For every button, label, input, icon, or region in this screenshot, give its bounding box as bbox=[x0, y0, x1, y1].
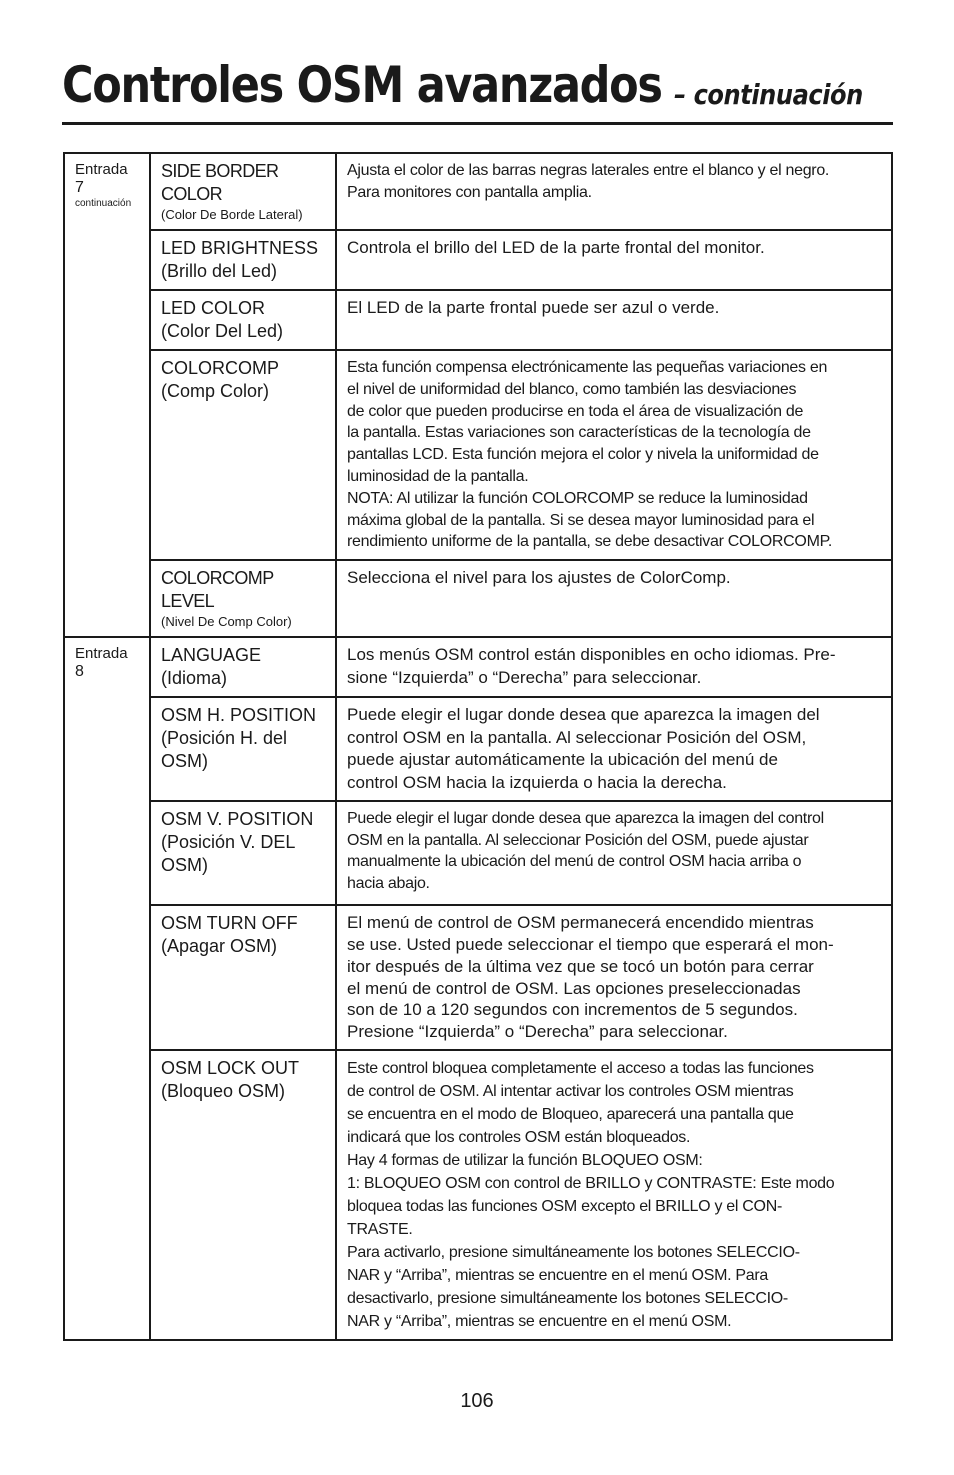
control-subname: (Posición V. DEL OSM) bbox=[161, 832, 296, 876]
control-name-cell bbox=[150, 230, 336, 290]
control-name: OSM TURN OFF bbox=[161, 913, 298, 934]
entry-cell-8 bbox=[64, 637, 150, 1340]
control-name: SIDE BORDER COLOR bbox=[161, 161, 279, 204]
control-description: Selecciona el nivel para los ajustes de ColorComp. bbox=[347, 568, 731, 588]
control-name: OSM LOCK OUT bbox=[161, 1057, 300, 1078]
entry-label: Entrada bbox=[75, 161, 128, 178]
table-row bbox=[64, 560, 892, 637]
table-row bbox=[64, 637, 892, 697]
control-description-cell bbox=[336, 290, 892, 350]
control-description: El menú de control de OSM permanecerá encendido mientras se use. Usted puede seleccionar el tiempo que esperará el mon- itor después de la última vez que se tocó un botón para cerrar el menú de control de OSM. Las opciones preseleccionadas son de 10 a 120 segundos con incrementos de 5 segundos. Presione “Izquierda” o “Derecha” para seleccionar. bbox=[347, 913, 834, 1042]
table-row bbox=[64, 905, 892, 1050]
control-description: Los menús OSM control están disponibles en ocho idiomas. Pre- sione “Izquierda” o “Derecha” para seleccionar. bbox=[347, 645, 836, 687]
control-description-cell bbox=[336, 230, 892, 290]
control-description-cell bbox=[336, 905, 892, 1050]
control-name-cell bbox=[150, 153, 336, 230]
control-subname: (Nivel De Comp Color) bbox=[161, 614, 292, 630]
control-name: OSM V. POSITION bbox=[161, 809, 314, 830]
control-description: Controla el brillo del LED de la parte frontal del monitor. bbox=[347, 238, 765, 257]
control-description: Puede elegir el lugar donde desea que aparezca la imagen del control OSM en la pantalla. Al seleccionar Posición del OSM, puede ajustar manualmente la ubicación del menú de control OSM hacia arriba o hacia abajo. bbox=[347, 810, 824, 892]
control-name: LANGUAGE bbox=[161, 645, 262, 666]
control-description-cell bbox=[336, 560, 892, 637]
control-subname: (Color De Borde Lateral) bbox=[161, 207, 303, 222]
control-name: COLORCOMP LEVEL bbox=[161, 568, 274, 612]
control-name-cell bbox=[150, 350, 336, 560]
control-name: OSM H. POSITION bbox=[161, 705, 317, 726]
entry-label: Entrada bbox=[75, 645, 128, 663]
control-description-cell bbox=[336, 1050, 892, 1340]
entry-number: 7 bbox=[75, 179, 84, 196]
control-subname: (Apagar OSM) bbox=[161, 936, 278, 957]
control-description: Esta función compensa electrónicamente las pequeñas variaciones en el nivel de uniformidad del blanco, como también las desviaciones de color que pueden producirse en toda el área de visualización de la pantalla. Estas variaciones son características de la tecnología de pantallas LCD. Esta función mejora el color y nivela la uniformidad de luminosidad de la pantalla. NOTA: Al utilizar la función COLORCOMP se reduce la luminosidad máxima global de la pantalla. Si se desea mayor luminosidad para el rendimiento uniforme de la pantalla, se debe desactivar COLORCOMP. bbox=[347, 359, 833, 551]
table-row bbox=[64, 153, 892, 230]
control-name-cell bbox=[150, 1050, 336, 1340]
control-description-cell bbox=[336, 637, 892, 697]
control-name-cell bbox=[150, 905, 336, 1050]
entry-note: continuación bbox=[75, 198, 132, 209]
table-row bbox=[64, 290, 892, 350]
control-name: LED COLOR bbox=[161, 298, 266, 318]
page-number: 106 bbox=[460, 1390, 494, 1412]
control-name-cell bbox=[150, 697, 336, 801]
table-row bbox=[64, 801, 892, 905]
control-description-cell bbox=[336, 350, 892, 560]
page-title-main: Controles OSM avanzados bbox=[62, 56, 662, 114]
control-name-cell bbox=[150, 637, 336, 697]
page-title-continuation: – continuación bbox=[674, 78, 863, 111]
control-description: Ajusta el color de las barras negras laterales entre el blanco y el negro. Para monitores con pantalla amplia. bbox=[347, 162, 830, 201]
entry-number: 8 bbox=[75, 663, 84, 681]
table-row bbox=[64, 350, 892, 560]
table-row bbox=[64, 230, 892, 290]
osm-controls-table bbox=[63, 152, 893, 1341]
title-rule bbox=[62, 122, 893, 125]
control-subname: (Posición H. del OSM) bbox=[161, 728, 288, 772]
control-description-cell bbox=[336, 697, 892, 801]
control-description-cell bbox=[336, 801, 892, 905]
control-subname: (Color Del Led) bbox=[161, 321, 284, 341]
control-name-cell bbox=[150, 801, 336, 905]
control-name: LED BRIGHTNESS bbox=[161, 238, 319, 258]
control-name-cell bbox=[150, 290, 336, 350]
entry-cell-7 bbox=[64, 153, 150, 637]
table-row bbox=[64, 1050, 892, 1340]
control-subname: (Idioma) bbox=[161, 668, 228, 689]
control-subname: (Bloqueo OSM) bbox=[161, 1080, 286, 1101]
control-description-cell bbox=[336, 153, 892, 230]
control-subname: (Brillo del Led) bbox=[161, 261, 278, 281]
table-row bbox=[64, 697, 892, 801]
control-name: COLORCOMP bbox=[161, 358, 280, 378]
control-name-cell bbox=[150, 560, 336, 637]
control-description: Este control bloquea completamente el acceso a todas las funciones de control de OSM. Al intentar activar los controles OSM mientras se encuentra en el modo de Bloqueo, aparecerá una pantalla que indicará que los controles OSM están bloqueados. Hay 4 formas de utilizar la función BLOQUEO OSM: 1: BLOQUEO OSM con control de BRILLO y CONTRASTE: Este modo bloquea todas las funciones OSM excepto el BRILLO y el CON- TRASTE. Para activarlo, presione simultáneamente los botones SELECCIO- NAR y “Arriba”, mientras se encuentre en el menú OSM. Para desactivarlo, presione simultáneamente los botones SELECCIO- NAR y “Arriba”, mientras se encuentre en el menú OSM. bbox=[347, 1059, 835, 1330]
control-description: El LED de la parte frontal puede ser azul o verde. bbox=[347, 298, 720, 317]
control-subname: (Comp Color) bbox=[161, 381, 270, 401]
control-description: Puede elegir el lugar donde desea que aparezca la imagen del control OSM en la pantalla. Al seleccionar Posición del OSM, puede ajustar automáticamente la ubicación del menú de control OSM hacia la izquierda o hacia la derecha. bbox=[347, 705, 820, 792]
page-title bbox=[62, 56, 894, 114]
